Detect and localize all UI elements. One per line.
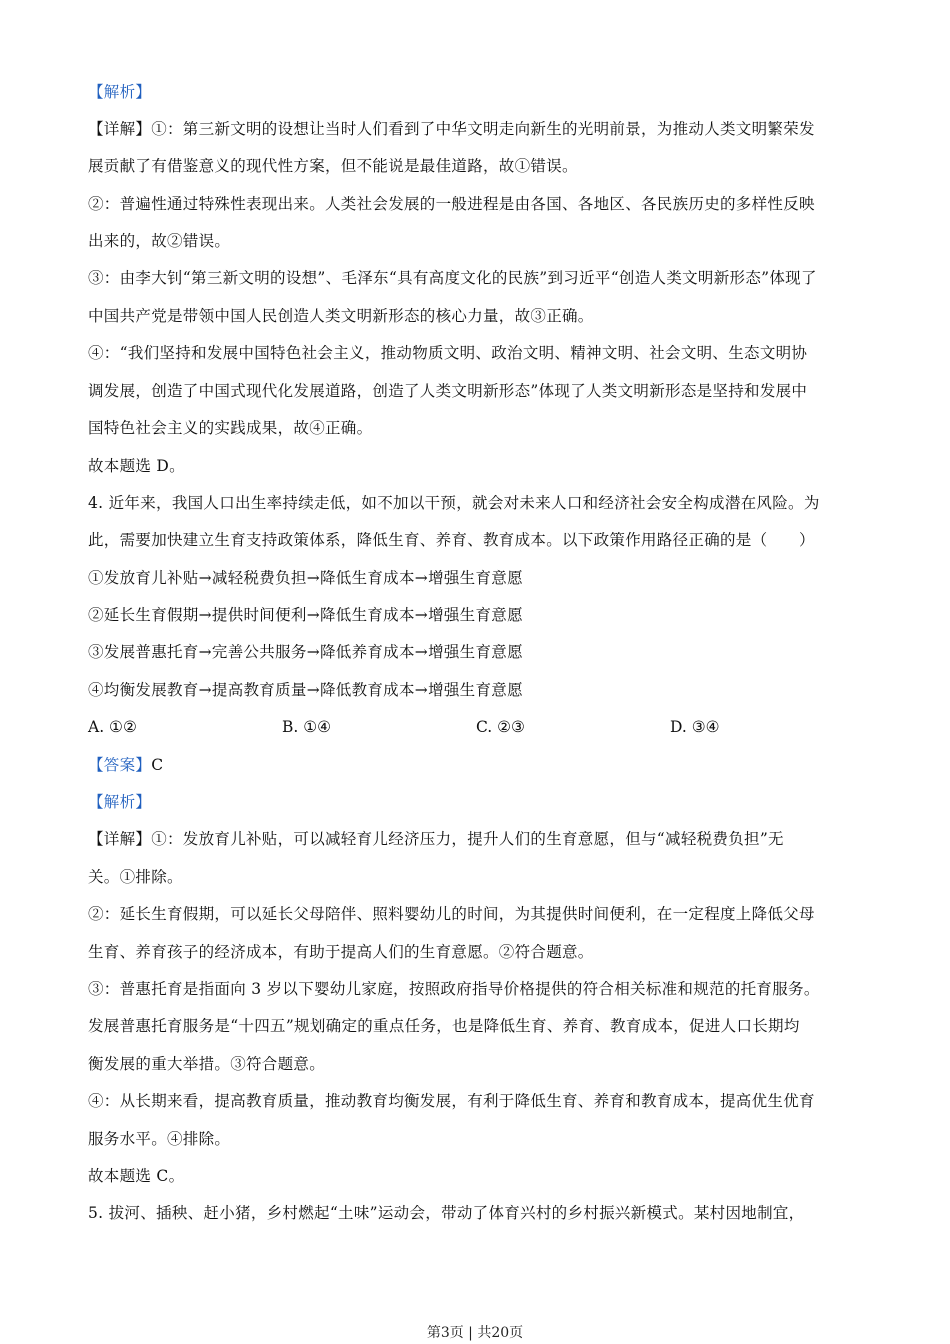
text-line: 服务水平。④排除。 [88,1130,231,1148]
text-line: 国特色社会主义的实践成果，故④正确。 [88,419,373,437]
text-line: ④：“我们坚持和发展中国特色社会主义，推动物质文明、政治文明、精神文明、社会文明、生态文明协 [88,344,808,362]
answer-value: C [151,756,164,774]
text-line: ④：从长期来看，提高教育质量，推动教育均衡发展，有利于降低生育、养育和教育成本，提高优生优育 [88,1092,815,1110]
analysis-heading: 【解析】 [88,793,152,811]
text-line: ②：普遍性通过特殊性表现出来。人类社会发展的一般进程是由各国、各地区、各民族历史的多样性反映 [88,195,815,213]
text-line: 生育、养育孩子的经济成本，有助于提高人们的生育意愿。②符合题意。 [88,943,594,961]
statement-3: ③发展普惠托育→完善公共服务→降低养育成本→增强生育意愿 [88,643,523,661]
statement-1: ①发放育儿补贴→减轻税费负担→降低生育成本→增强生育意愿 [88,569,523,587]
option-d: D. ③④ [670,718,720,736]
question-4-stem: 此，需要加快建立生育支持政策体系，降低生育、养育、教育成本。以下政策作用路径正确的是（ ） [88,531,815,549]
option-c: C. ②③ [476,718,525,736]
question-4-stem: 4. 近年来，我国人口出生率持续走低，如不加以干预，就会对未来人口和经济社会安全构成潜在风险。为 [88,494,820,512]
option-a: A. ①② [88,718,137,736]
text-line: 【详解】①：发放育儿补贴，可以减轻育儿经济压力，提升人们的生育意愿，但与“减轻税费负担”无 [88,830,784,848]
conclusion-line: 故本题选 D。 [88,457,185,475]
conclusion-line: 故本题选 C。 [88,1167,185,1185]
text-line: 发展普惠托育服务是“十四五”规划确定的重点任务，也是降低生育、养育、教育成本，促进人口长期均 [88,1017,800,1035]
question-5-stem: 5. 拔河、插秧、赶小猪，乡村燃起“土味”运动会，带动了体育兴村的乡村振兴新模式。某村因地制宜， [88,1204,805,1222]
page-footer: 第3页 | 共20页 [426,1325,524,1341]
text-line: ③：普惠托育是指面向 3 岁以下婴幼儿家庭，按照政府指导价格提供的符合相关标准和规范的托育服务。 [88,980,820,998]
text-line: 关。①排除。 [88,868,183,886]
text-line: 调发展，创造了中国式现代化发展道路，创造了人类文明新形态”体现了人类文明新形态是坚持和发展中 [88,382,808,400]
option-b: B. ①④ [282,718,332,736]
text-line: 【详解】①：第三新文明的设想让当时人们看到了中华文明走向新生的光明前景，为推动人类文明繁荣发 [88,120,815,138]
text-line: 衡发展的重大举措。③符合题意。 [88,1055,326,1073]
answer-line [88,755,163,775]
text-line: ③：由李大钊“第三新文明的设想”、毛泽东“具有高度文化的民族”到习近平“创造人类文明新形态”体现了 [88,269,817,287]
text-line: 出来的，故②错误。 [88,232,231,250]
analysis-heading: 【解析】 [88,83,152,101]
statement-4: ④均衡发展教育→提高教育质量→降低教育成本→增强生育意愿 [88,681,523,699]
statement-2: ②延长生育假期→提供时间便利→降低生育成本→增强生育意愿 [88,606,523,624]
answer-tag: 【答案】 [88,756,152,774]
text-line: 展贡献了有借鉴意义的现代性方案，但不能说是最佳道路，故①错误。 [88,157,578,175]
text-line: 中国共产党是带领中国人民创造人类文明新形态的核心力量，故③正确。 [88,307,594,325]
text-line: ②：延长生育假期，可以延长父母陪伴、照料婴幼儿的时间，为其提供时间便利，在一定程度上降低父母 [88,905,815,923]
